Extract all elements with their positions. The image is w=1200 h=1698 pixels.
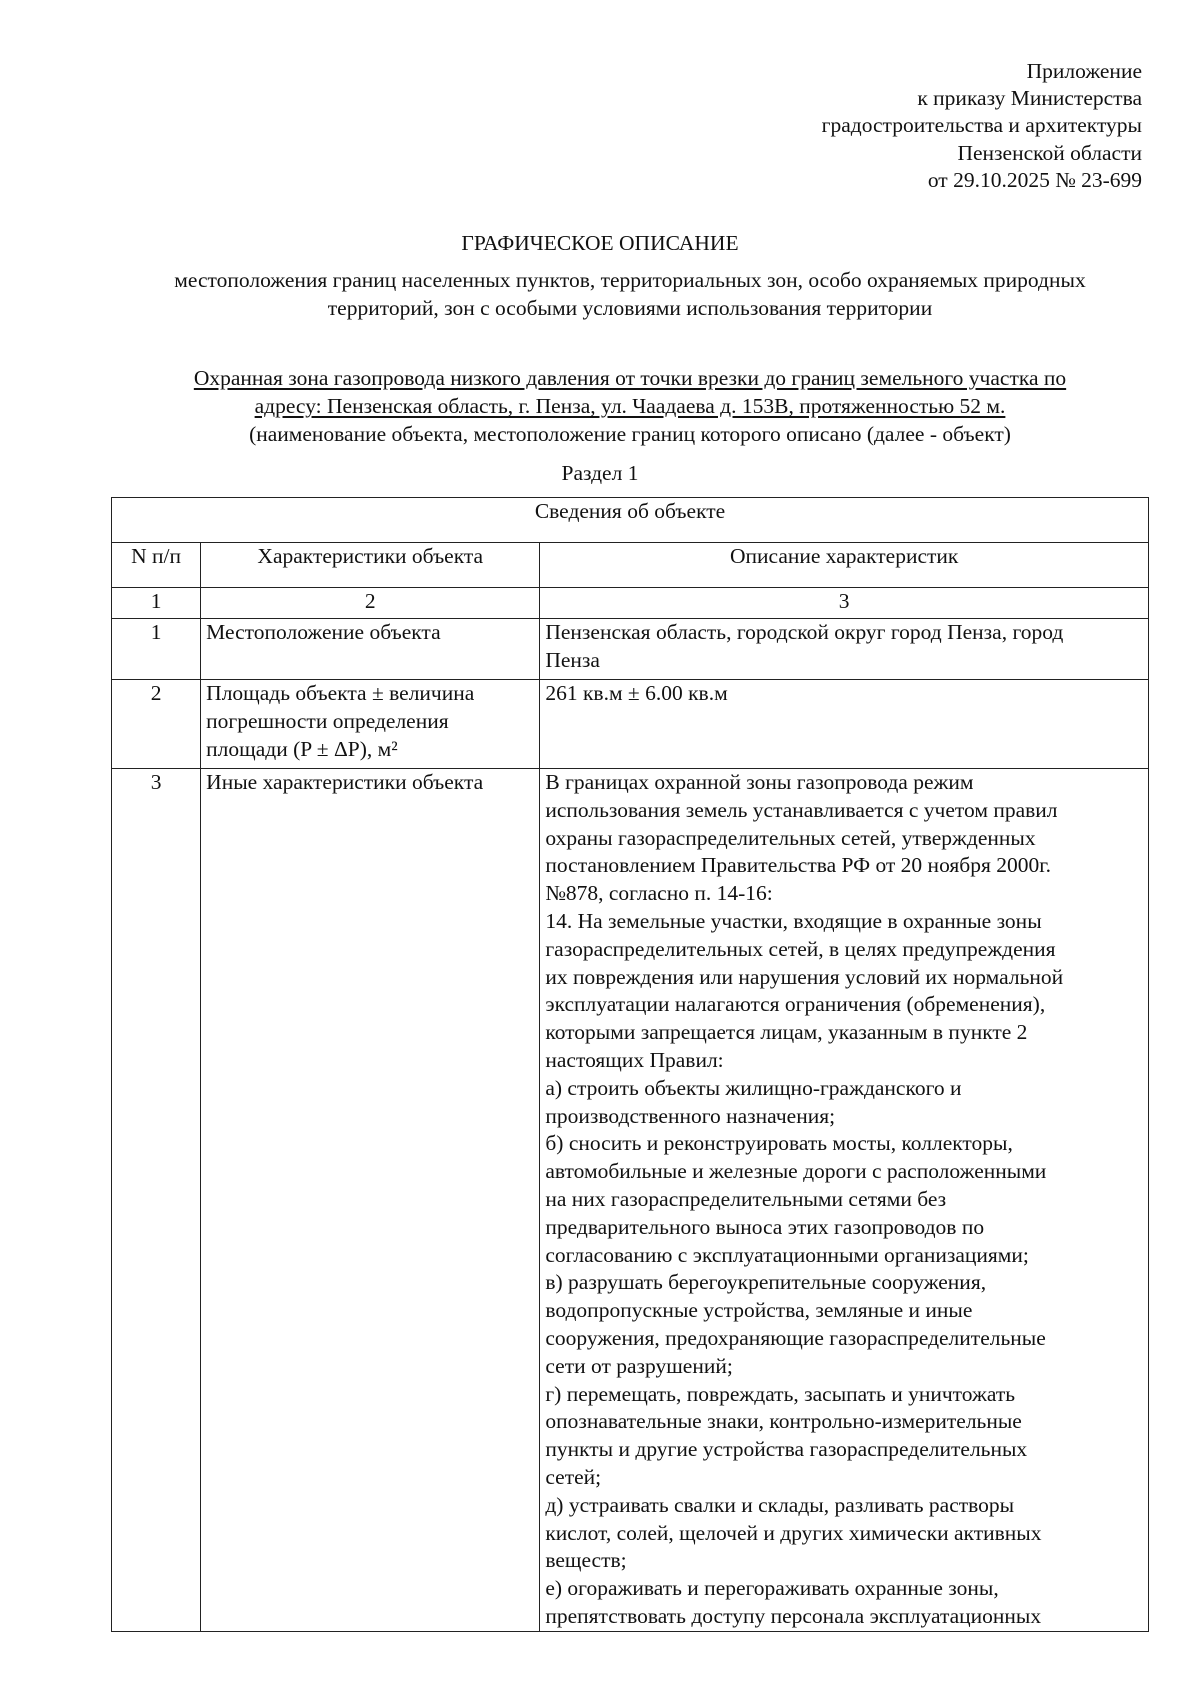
- description-line: охраны газораспределительных сетей, утвержденных: [545, 825, 1036, 850]
- characteristic-line: Площадь объекта ± величина: [206, 681, 475, 705]
- object-name-block: [110, 364, 1150, 448]
- table-row: [112, 680, 1149, 769]
- table-row: [112, 619, 1149, 680]
- table-caption-row: [112, 498, 1149, 543]
- appendix-line: градостроительства и архитектуры: [821, 113, 1142, 138]
- description-line: сетей;: [545, 1464, 602, 1489]
- table-caption: Сведения об объекте: [112, 498, 1149, 543]
- description-line: препятствовать доступу персонала эксплуатационных: [545, 1603, 1042, 1628]
- description-line: 261 кв.м ± 6.00 кв.м: [545, 681, 728, 705]
- description-line: газораспределительных сетей, в целях предупреждения: [545, 936, 1056, 961]
- appendix-line: Пензенской области: [957, 140, 1142, 165]
- description-line: настоящих Правил:: [545, 1047, 724, 1072]
- row-number: 2: [112, 680, 201, 769]
- object-name-line: Охранная зона газопровода низкого давления от точки врезки до границ земельного участка по: [193, 366, 1067, 390]
- document-title: ГРАФИЧЕСКОЕ ОПИСАНИЕ: [461, 231, 739, 255]
- characteristic-line: погрешности определения: [206, 708, 449, 733]
- description-line: б) сносить и реконструировать мосты, коллекторы,: [545, 1131, 1013, 1156]
- description-line: автомобильные и железные дороги с расположенными: [545, 1159, 1047, 1184]
- header-number: N п/п: [112, 543, 201, 588]
- appendix-line: к приказу Министерства: [917, 86, 1142, 111]
- description-line: которыми запрещается лицам, указанным в пункте 2: [545, 1020, 1028, 1045]
- description-line: сети от разрушений;: [545, 1353, 733, 1378]
- header-description: Описание характеристик: [540, 543, 1149, 588]
- table-header-row: [112, 543, 1149, 588]
- subtitle-line: территорий, зон с особыми условиями использования территории: [327, 296, 933, 320]
- row-number: 1: [112, 619, 201, 680]
- table-row: [112, 769, 1149, 1632]
- header-characteristic: Характеристики объекта: [201, 543, 540, 588]
- row-characteristic: Иные характеристики объекта: [201, 769, 540, 1632]
- description-line: согласованию с эксплуатационными организациями;: [545, 1242, 1029, 1267]
- row-number: 3: [112, 769, 201, 1632]
- description-line: №878, согласно п. 14-16:: [545, 881, 773, 906]
- row-description: [540, 769, 1149, 1632]
- column-number: 1: [112, 588, 201, 619]
- description-line: г) перемещать, повреждать, засыпать и уничтожать: [545, 1381, 1016, 1406]
- row-description: [540, 619, 1149, 680]
- subtitle-line: местоположения границ населенных пунктов, территориальных зон, особо охраняемых природных: [174, 268, 1086, 292]
- description-line: Пенза: [545, 647, 600, 672]
- row-characteristic: [201, 680, 540, 769]
- description-line: В границах охранной зоны газопровода режим: [545, 770, 974, 794]
- row-description: [540, 680, 1149, 769]
- appendix-order-date: от 29.10.2025 № 23-699: [927, 167, 1142, 192]
- description-line: их повреждения или нарушения условий их нормальной: [545, 964, 1064, 989]
- appendix-line: Приложение: [1026, 59, 1142, 83]
- description-line: д) устраивать свалки и склады, разливать растворы: [545, 1492, 1015, 1517]
- column-number: 3: [540, 588, 1149, 619]
- description-line: пункты и другие устройства газораспределительных: [545, 1437, 1028, 1462]
- description-line: кислот, солей, щелочей и других химически активных: [545, 1520, 1042, 1545]
- table-column-numbers-row: [112, 588, 1149, 619]
- description-line: в) разрушать берегоукрепительные сооружения,: [545, 1270, 987, 1295]
- object-info-table: [111, 497, 1149, 1632]
- description-line: веществ;: [545, 1548, 627, 1573]
- description-line: постановлением Правительства РФ от 20 ноября 2000г.: [545, 853, 1052, 878]
- document-subtitle: [110, 266, 1150, 322]
- description-line: производственного назначения;: [545, 1103, 836, 1128]
- description-line: эксплуатации налагаются ограничения (обременения),: [545, 992, 1046, 1017]
- description-line: а) строить объекты жилищно-гражданского и: [545, 1075, 962, 1100]
- object-caption: (наименование объекта, местоположение границ которого описано (далее - объект): [249, 422, 1011, 446]
- section-label: Раздел 1: [561, 461, 639, 485]
- row-characteristic: Местоположение объекта: [201, 619, 540, 680]
- object-name-line: адресу: Пензенская область, г. Пенза, ул. Чаадаева д. 153В, протяженностью 52 м.: [254, 394, 1006, 418]
- description-line: предварительного выноса этих газопроводов по: [545, 1214, 985, 1239]
- description-line: сооружения, предохраняющие газораспределительные: [545, 1325, 1046, 1350]
- description-line: на них газораспределительными сетями без: [545, 1186, 947, 1211]
- appendix-block: [822, 58, 1142, 194]
- column-number: 2: [201, 588, 540, 619]
- description-line: 14. На земельные участки, входящие в охранные зоны: [545, 908, 1042, 933]
- description-line: водопропускные устройства, земляные и иные: [545, 1298, 973, 1323]
- description-line: опознавательные знаки, контрольно-измерительные: [545, 1409, 1022, 1434]
- description-line: использования земель устанавливается с учетом правил: [545, 797, 1058, 822]
- characteristic-line: площади (P ± ΔP), м²: [206, 736, 398, 761]
- description-line: Пензенская область, городской округ город Пенза, город: [545, 620, 1064, 644]
- description-line: е) огораживать и перегораживать охранные зоны,: [545, 1576, 999, 1601]
